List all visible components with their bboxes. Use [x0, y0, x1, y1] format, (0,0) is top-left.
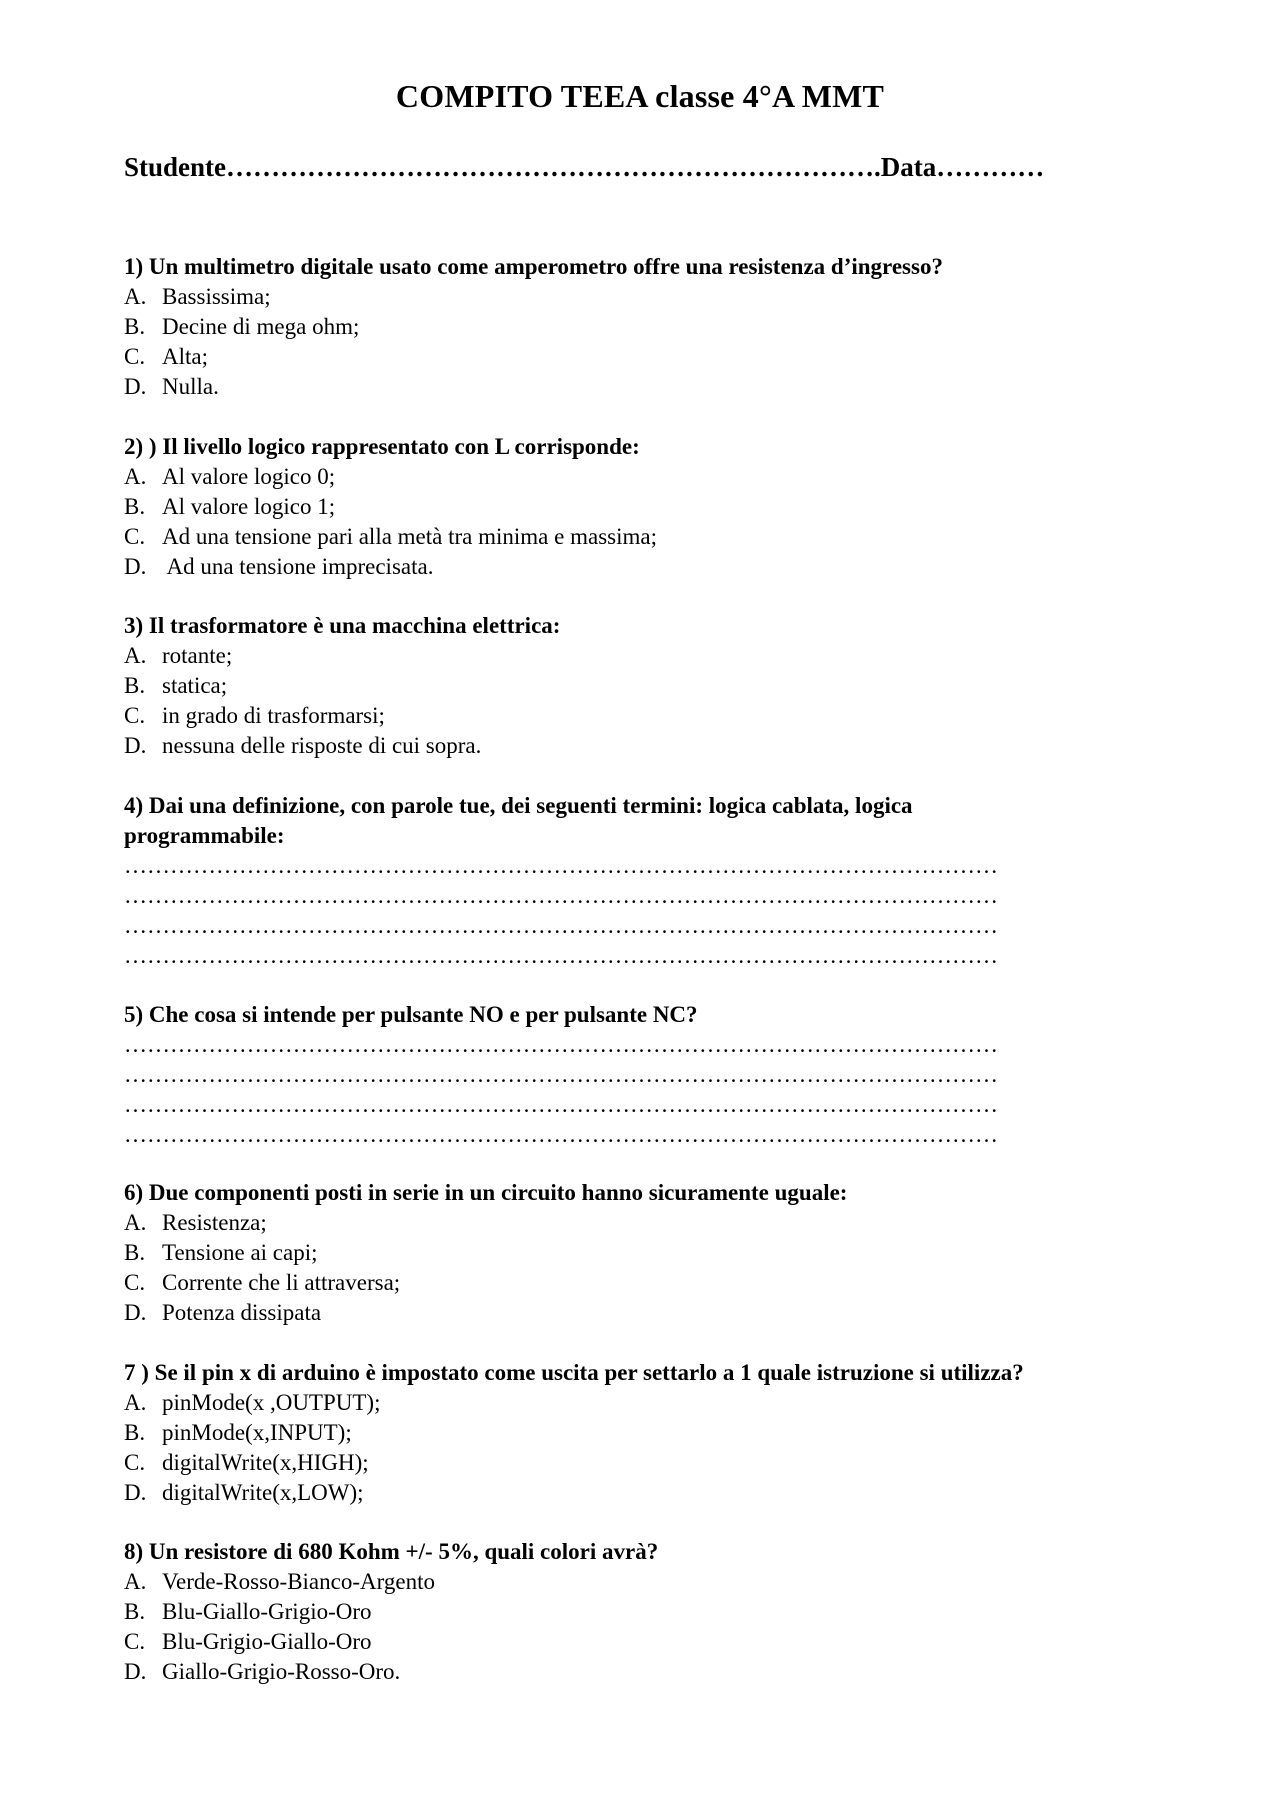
- answer-line[interactable]: ……………………………………………………………………………………………………: [124, 913, 998, 938]
- answer-line[interactable]: ……………………………………………………………………………………………………: [124, 943, 998, 968]
- option-b[interactable]: [124, 1597, 1184, 1627]
- option-text: Corrente che li attraversa;: [162, 1270, 401, 1295]
- option-d[interactable]: [124, 1478, 1184, 1508]
- question-1: [124, 252, 1184, 402]
- question-text: 1) Un multimetro digitale usato come amperometro offre una resistenza d’ingresso?: [124, 254, 943, 279]
- answer-line[interactable]: ……………………………………………………………………………………………………: [124, 1062, 998, 1087]
- option-letter: A.: [124, 1210, 147, 1235]
- page-title: COMPITO TEEA classe 4°A MMT: [395, 78, 885, 114]
- question-3: [124, 611, 1184, 761]
- question-text: 4) Dai una definizione, con parole tue, dei seguenti termini: logica cablata, logica programmabile:: [124, 793, 913, 848]
- student-date-line: Studente……………………………………………………………….Data…………: [124, 152, 1045, 182]
- option-d[interactable]: [124, 731, 1184, 761]
- question-text: 3) Il trasformatore è una macchina elettrica:: [124, 613, 561, 638]
- option-letter: D.: [124, 554, 147, 579]
- option-letter: C.: [124, 1270, 146, 1295]
- option-text: pinMode(x,INPUT);: [162, 1420, 352, 1445]
- option-c[interactable]: [124, 1268, 1184, 1298]
- answer-options: [124, 1388, 1184, 1508]
- option-c[interactable]: [124, 342, 1184, 372]
- option-c[interactable]: [124, 1448, 1184, 1478]
- option-letter: A.: [124, 464, 147, 489]
- option-letter: B.: [124, 314, 146, 339]
- option-text: Blu-Giallo-Grigio-Oro: [162, 1599, 372, 1624]
- option-text: Verde-Rosso-Bianco-Argento: [162, 1569, 435, 1594]
- option-letter: B.: [124, 1240, 146, 1265]
- option-b[interactable]: [124, 312, 1184, 342]
- answer-line[interactable]: ……………………………………………………………………………………………………: [124, 1122, 998, 1147]
- answer-options: [124, 1567, 1184, 1687]
- option-text: digitalWrite(x,LOW);: [162, 1480, 364, 1505]
- option-b[interactable]: [124, 1238, 1184, 1268]
- option-text: digitalWrite(x,HIGH);: [162, 1450, 369, 1475]
- option-text: Nulla.: [162, 374, 219, 399]
- option-text: Ad una tensione pari alla metà tra minima e massima;: [162, 524, 657, 549]
- option-letter: D.: [124, 1659, 147, 1684]
- answer-options: [124, 462, 1184, 582]
- option-a[interactable]: [124, 641, 1184, 671]
- answer-line[interactable]: ……………………………………………………………………………………………………: [124, 1032, 998, 1057]
- option-letter: C.: [124, 524, 146, 549]
- option-letter: C.: [124, 1450, 146, 1475]
- question-text: 2) ) Il livello logico rappresentato con L corrisponde:: [124, 434, 640, 459]
- option-text: Blu-Grigio-Giallo-Oro: [162, 1629, 372, 1654]
- question-8: [124, 1537, 1184, 1687]
- option-d[interactable]: [124, 1298, 1184, 1328]
- option-letter: B.: [124, 494, 146, 519]
- answer-line[interactable]: ……………………………………………………………………………………………………: [124, 883, 998, 908]
- option-a[interactable]: [124, 1208, 1184, 1238]
- option-b[interactable]: [124, 671, 1184, 701]
- question-4: [124, 791, 1184, 971]
- option-letter: B.: [124, 1599, 146, 1624]
- option-text: Potenza dissipata: [162, 1300, 322, 1325]
- answer-options: [124, 641, 1184, 761]
- option-a[interactable]: [124, 282, 1184, 312]
- answer-options: [124, 282, 1184, 402]
- option-text: Al valore logico 1;: [162, 494, 336, 519]
- option-text: rotante;: [162, 643, 233, 668]
- option-letter: D.: [124, 1300, 147, 1325]
- option-text: Tensione ai capi;: [162, 1240, 318, 1265]
- option-text: Decine di mega ohm;: [162, 314, 360, 339]
- answer-line[interactable]: ……………………………………………………………………………………………………: [124, 853, 998, 878]
- option-text: Giallo-Grigio-Rosso-Oro.: [162, 1659, 401, 1684]
- answer-options: [124, 1208, 1184, 1328]
- option-text: Resistenza;: [162, 1210, 267, 1235]
- question-text: 5) Che cosa si intende per pulsante NO e per pulsante NC?: [124, 1002, 698, 1027]
- option-letter: B.: [124, 1420, 146, 1445]
- option-c[interactable]: [124, 522, 1184, 552]
- option-letter: A.: [124, 1390, 147, 1415]
- option-letter: A.: [124, 284, 147, 309]
- option-c[interactable]: [124, 701, 1184, 731]
- option-d[interactable]: [124, 372, 1184, 402]
- option-letter: A.: [124, 1569, 147, 1594]
- question-2: [124, 432, 1184, 582]
- answer-line[interactable]: ……………………………………………………………………………………………………: [124, 1092, 998, 1117]
- option-letter: D.: [124, 1480, 147, 1505]
- option-b[interactable]: [124, 492, 1184, 522]
- option-a[interactable]: [124, 1567, 1184, 1597]
- option-text: pinMode(x ,OUTPUT);: [162, 1390, 381, 1415]
- option-text: statica;: [162, 673, 228, 698]
- option-letter: C.: [124, 1629, 146, 1654]
- question-6: [124, 1178, 1184, 1328]
- option-text: nessuna delle risposte di cui sopra.: [162, 733, 482, 758]
- option-text: Al valore logico 0;: [162, 464, 336, 489]
- option-d[interactable]: [124, 552, 1184, 582]
- option-letter: C.: [124, 344, 146, 369]
- option-letter: B.: [124, 673, 146, 698]
- option-b[interactable]: [124, 1418, 1184, 1448]
- option-c[interactable]: [124, 1627, 1184, 1657]
- option-text: in grado di trasformarsi;: [162, 703, 385, 728]
- option-text: Alta;: [162, 344, 208, 369]
- option-letter: C.: [124, 703, 146, 728]
- option-letter: D.: [124, 733, 147, 758]
- option-d[interactable]: [124, 1657, 1184, 1687]
- option-letter: A.: [124, 643, 147, 668]
- option-letter: D.: [124, 374, 147, 399]
- option-text: Bassissima;: [162, 284, 271, 309]
- question-text: 6) Due componenti posti in serie in un circuito hanno sicuramente uguale:: [124, 1180, 848, 1205]
- option-a[interactable]: [124, 462, 1184, 492]
- option-a[interactable]: [124, 1388, 1184, 1418]
- question-text: 8) Un resistore di 680 Kohm +/- 5%, quali colori avrà?: [124, 1539, 659, 1564]
- question-7: [124, 1358, 1184, 1508]
- question-5: [124, 1000, 1184, 1150]
- question-text: 7 ) Se il pin x di arduino è impostato come uscita per settarlo a 1 quale istruzione si utilizza?: [124, 1360, 1024, 1385]
- option-text: Ad una tensione imprecisata.: [162, 554, 434, 579]
